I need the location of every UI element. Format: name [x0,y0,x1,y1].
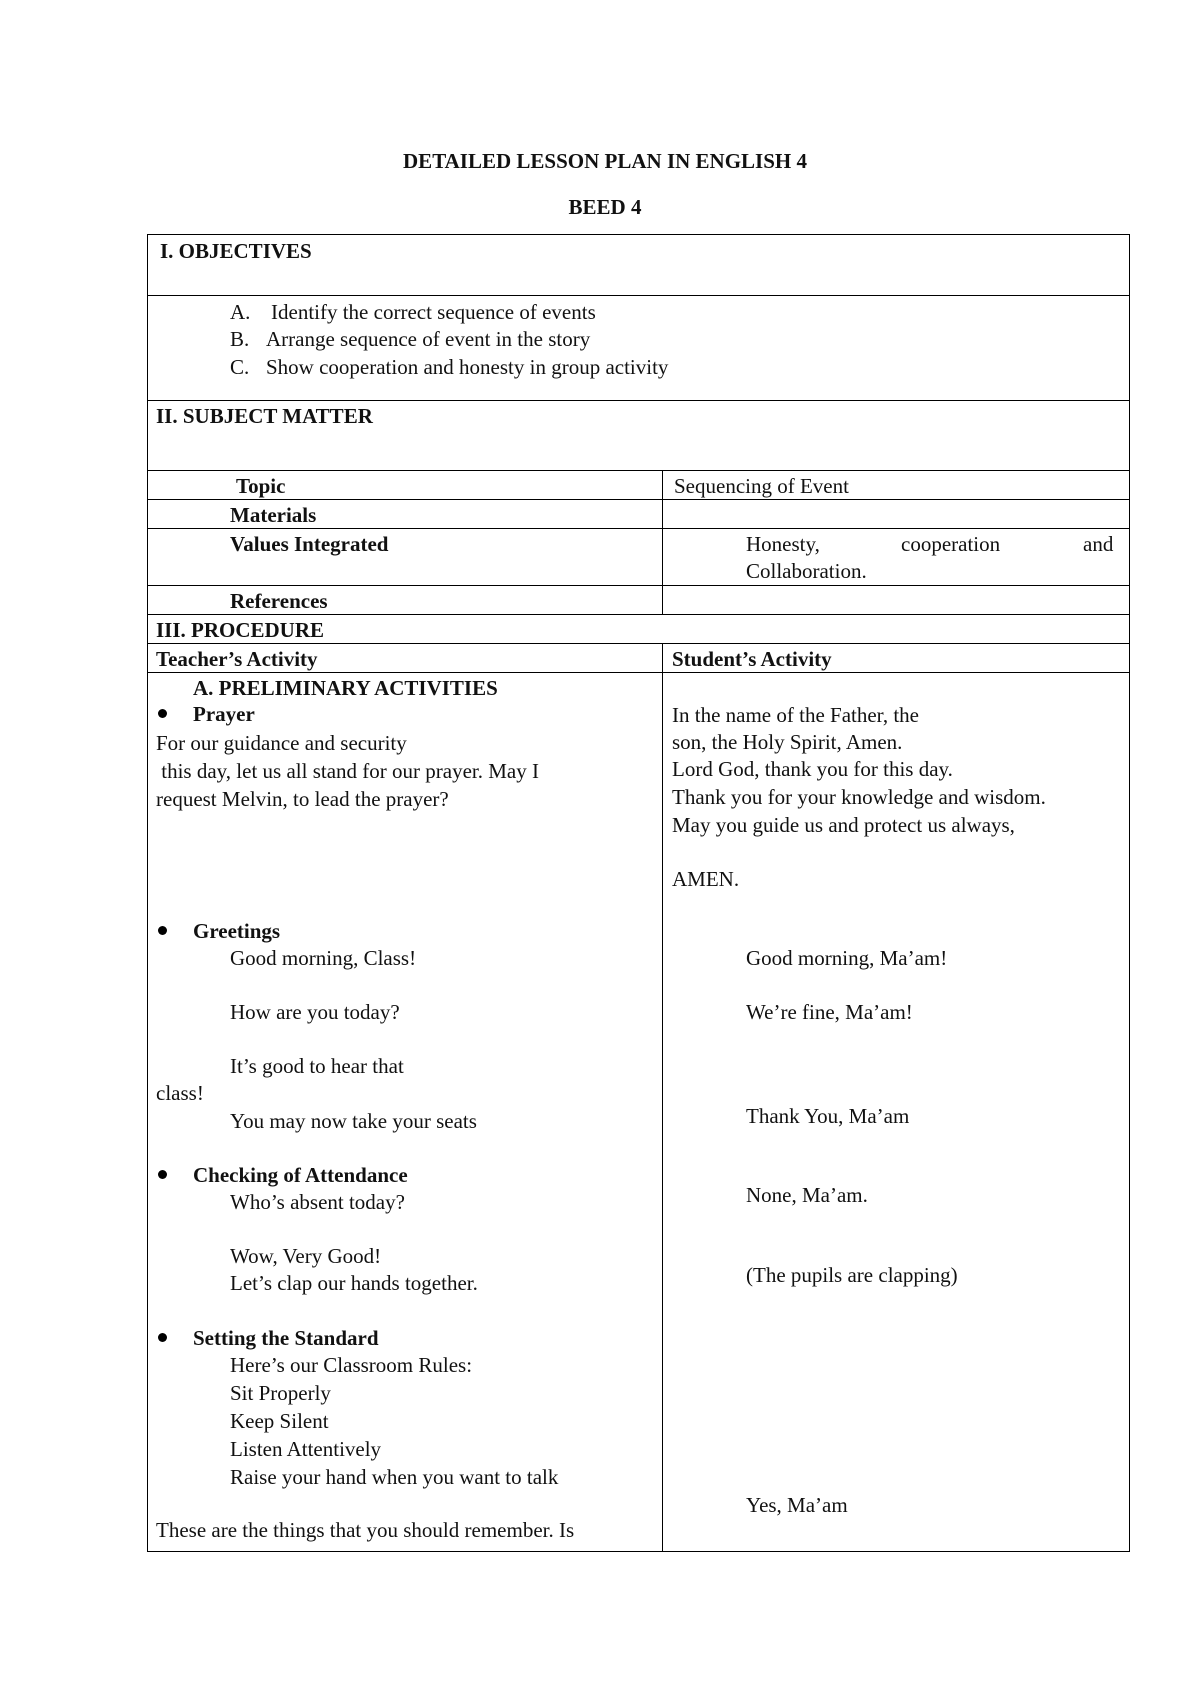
prayer-student-line-5: May you guide us and protect us always, [672,813,1015,837]
prayer-student-line-3: Lord God, thank you for this day. [672,757,953,781]
values-word-and: and [1083,532,1114,556]
values-label: Values Integrated [230,532,389,556]
greetings-label: Greetings [193,919,281,943]
table-rule [147,400,1130,401]
greetings-teacher-3: It’s good to hear that [230,1054,404,1078]
objective-a: Identify the correct sequence of events [271,300,596,324]
topic-label: Topic [236,474,286,498]
table-rule [147,672,1130,673]
objectives-heading: I. OBJECTIVES [160,239,312,263]
values-word-honesty: Honesty, [746,532,820,556]
greetings-teacher-3b: class! [156,1081,204,1105]
prayer-label: Prayer [193,702,255,726]
objective-letter-c: C. [230,355,250,379]
standard-closing: These are the things that you should remember. Is [156,1518,575,1542]
greetings-student-3: Thank You, Ma’am [746,1104,910,1128]
table-rule [147,295,1130,296]
column-divider [662,643,663,1552]
bullet-icon [158,1170,167,1179]
bullet-icon [158,709,167,718]
attendance-label: Checking of Attendance [193,1163,408,1187]
greetings-student-1: Good morning, Ma’am! [746,946,948,970]
attendance-student-2: (The pupils are clapping) [746,1263,958,1287]
standard-label: Setting the Standard [193,1326,379,1350]
subject-matter-heading: II. SUBJECT MATTER [156,404,373,428]
table-rule [147,470,1130,471]
objective-c: Show cooperation and honesty in group activity [266,355,669,379]
prayer-teacher-line-1: For our guidance and security [156,731,407,755]
document-subtitle: BEED 4 [568,195,642,219]
objective-letter-b: B. [230,327,250,351]
table-rule [147,528,1130,529]
attendance-teacher-2: Wow, Very Good! [230,1244,382,1268]
topic-value: Sequencing of Event [674,474,849,498]
prayer-student-amen: AMEN. [672,867,740,891]
standard-rule-1: Sit Properly [230,1381,331,1405]
greetings-teacher-2: How are you today? [230,1000,400,1024]
procedure-heading: III. PROCEDURE [156,618,325,642]
greetings-teacher-1: Good morning, Class! [230,946,417,970]
standard-student-1: Yes, Ma’am [746,1493,848,1517]
attendance-teacher-1: Who’s absent today? [230,1190,405,1214]
standard-rule-3: Listen Attentively [230,1437,382,1461]
prayer-teacher-line-3: request Melvin, to lead the prayer? [156,787,449,811]
values-line-2: Collaboration. [746,559,867,583]
table-rule [147,643,1130,644]
values-word-cooperation: cooperation [901,532,1001,556]
objective-letter-a: A. [230,300,251,324]
table-rule [147,585,1130,586]
bullet-icon [158,926,167,935]
prayer-student-line-1: In the name of the Father, the [672,703,919,727]
prayer-teacher-line-2: this day, let us all stand for our prayer. May I [156,759,539,783]
table-rule [147,499,1130,500]
standard-rule-2: Keep Silent [230,1409,329,1433]
attendance-teacher-3: Let’s clap our hands together. [230,1271,478,1295]
teacher-activity-header: Teacher’s Activity [156,647,318,671]
prayer-student-line-4: Thank you for your knowledge and wisdom. [672,785,1046,809]
table-rule [147,614,1130,615]
objective-b: Arrange sequence of event in the story [266,327,591,351]
standard-rule-4: Raise your hand when you want to talk [230,1465,559,1489]
prayer-student-line-2: son, the Holy Spirit, Amen. [672,730,903,754]
attendance-student-1: None, Ma’am. [746,1183,868,1207]
greetings-teacher-4: You may now take your seats [230,1109,477,1133]
bullet-icon [158,1333,167,1342]
references-label: References [230,589,328,613]
materials-label: Materials [230,503,317,527]
preliminary-heading: A. PRELIMINARY ACTIVITIES [193,676,498,700]
student-activity-header: Student’s Activity [672,647,832,671]
document-title: DETAILED LESSON PLAN IN ENGLISH 4 [403,149,807,173]
standard-rules-intro: Here’s our Classroom Rules: [230,1353,473,1377]
column-divider [662,470,663,615]
greetings-student-2: We’re fine, Ma’am! [746,1000,913,1024]
